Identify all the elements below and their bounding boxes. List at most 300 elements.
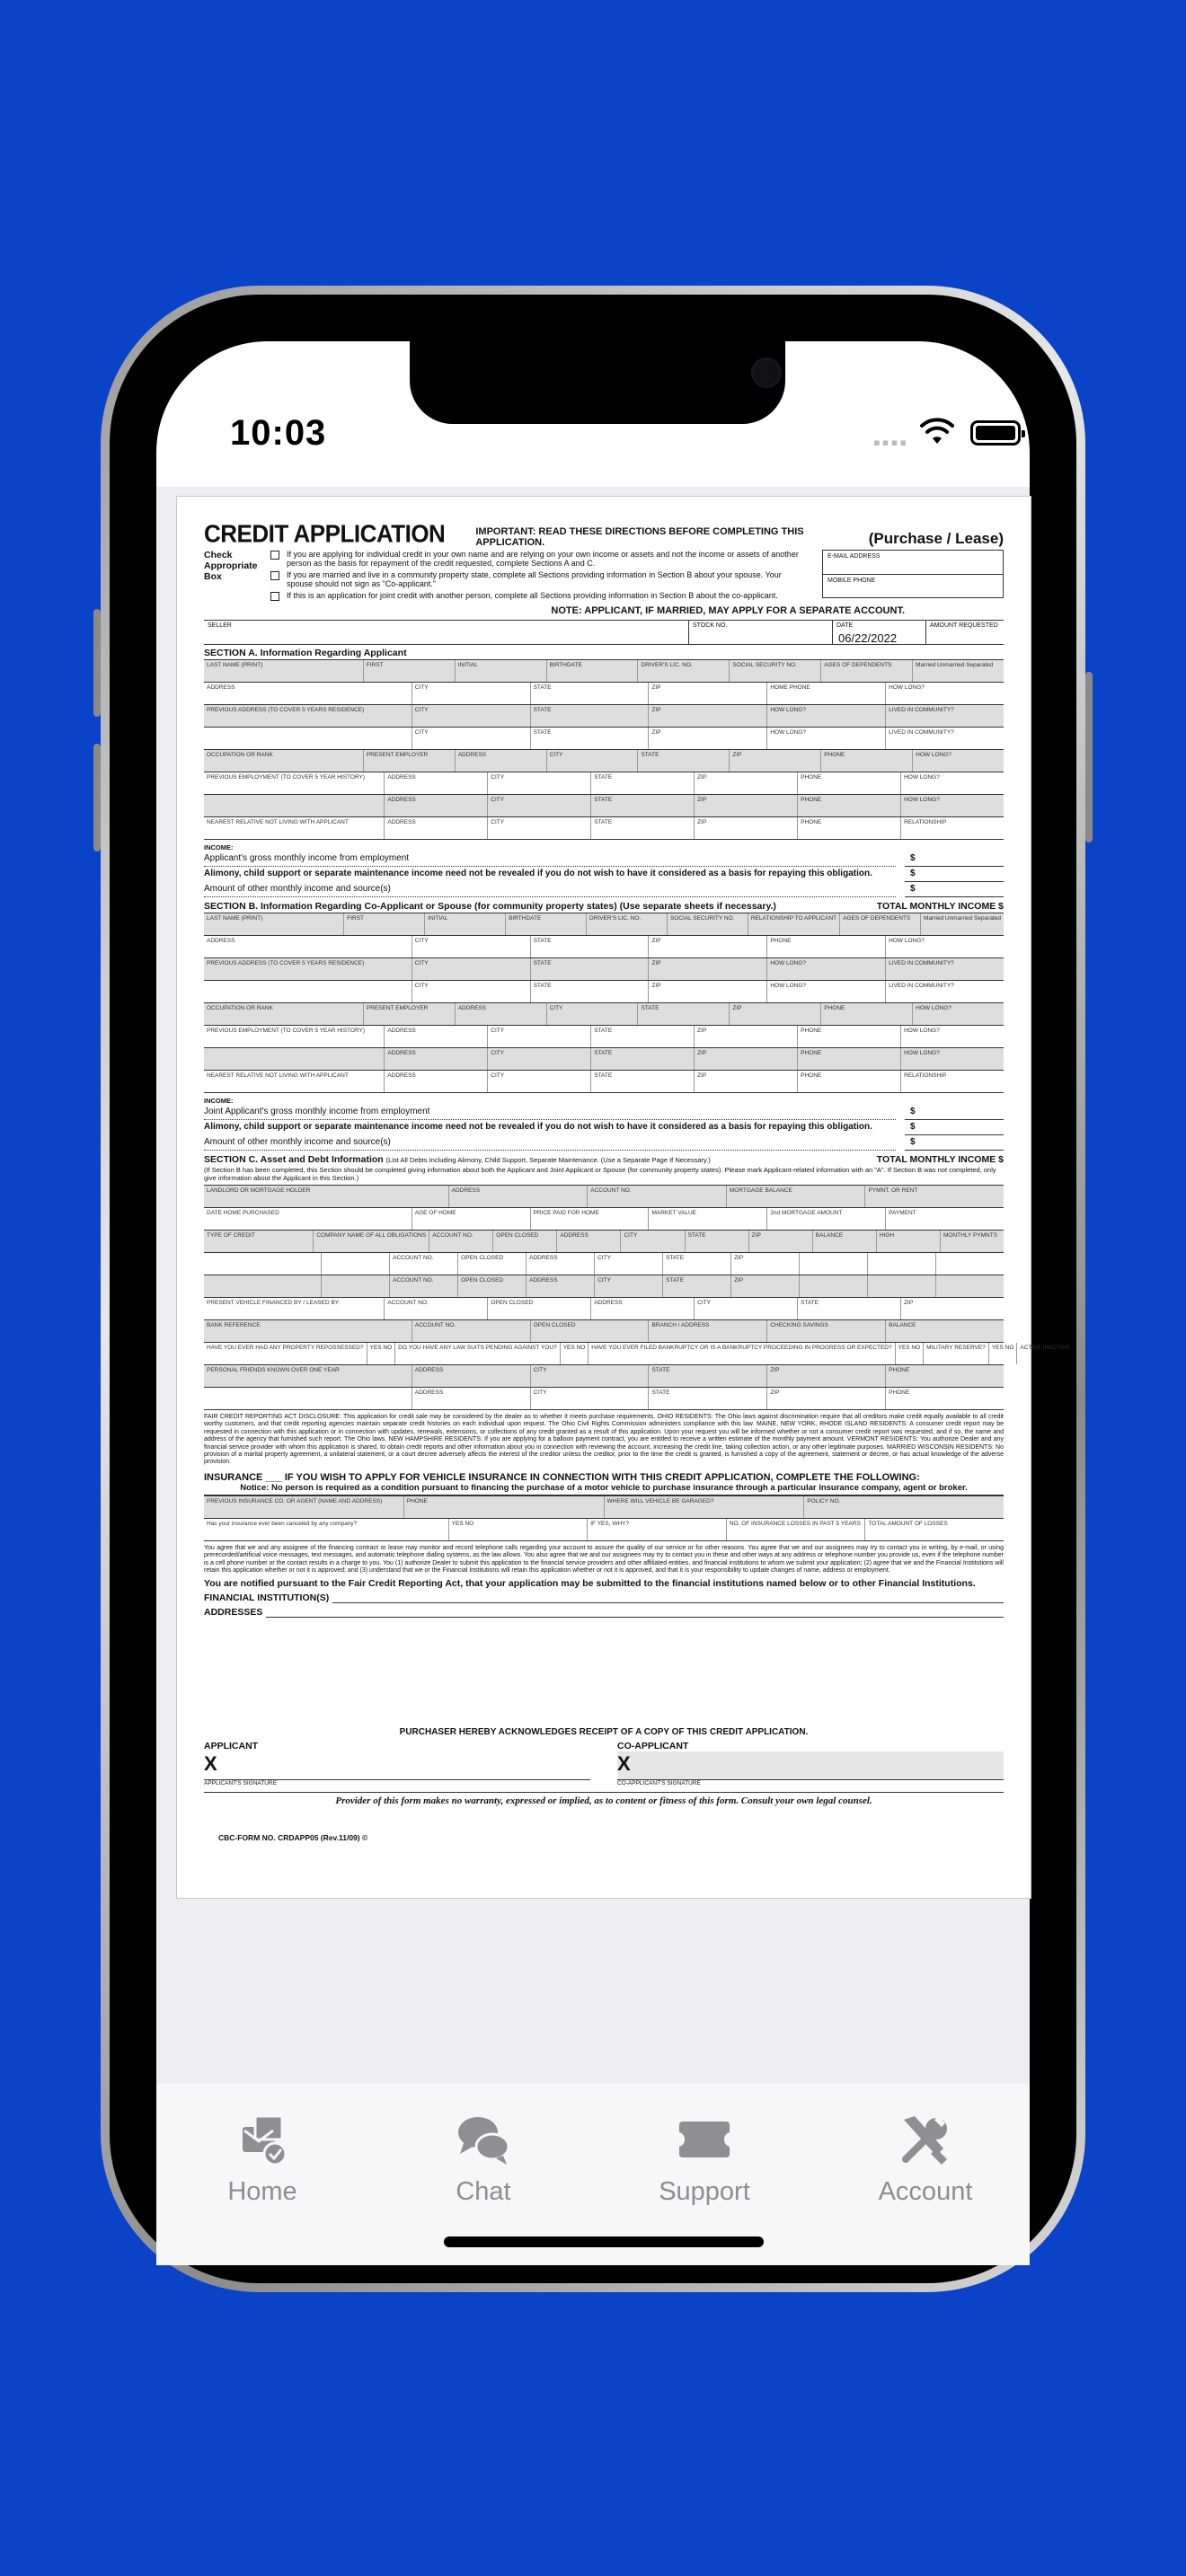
- dollar-sign: $: [998, 1154, 1004, 1165]
- amount-requested-field[interactable]: AMOUNT REQUESTED: [930, 622, 998, 629]
- form-field[interactable]: HOME PHONE: [767, 683, 886, 704]
- form-field[interactable]: CITY: [412, 958, 531, 980]
- form-row: [204, 1275, 1004, 1298]
- form-field[interactable]: PHONE: [821, 1003, 913, 1025]
- phone-frame: [101, 286, 1085, 2292]
- form-row: [204, 1231, 1004, 1253]
- form-field[interactable]: DO YOU HAVE ANY LAW SUITS PENDING AGAINST YOU?: [395, 1343, 561, 1364]
- tab-account[interactable]: [845, 2111, 1006, 2207]
- form-number: CBC-FORM NO. CRDAPP05 (Rev.11/09) ©: [218, 1833, 368, 1843]
- form-field[interactable]: CITY: [488, 795, 591, 816]
- form-field[interactable]: HOW LONG?: [767, 705, 886, 727]
- form-field[interactable]: STATE: [638, 1003, 730, 1025]
- form-field[interactable]: MILITARY RESERVE?: [924, 1343, 989, 1364]
- form-field[interactable]: CITY: [488, 1026, 591, 1047]
- form-field[interactable]: STATE: [531, 683, 650, 704]
- form-field[interactable]: OPEN CLOSED: [458, 1253, 527, 1275]
- form-field[interactable]: BALANCE: [889, 1322, 916, 1328]
- form-field[interactable]: AGES OF DEPENDENTS: [821, 660, 913, 682]
- support-icon: [676, 2111, 733, 2168]
- form-field[interactable]: [868, 1253, 936, 1275]
- form-row: [204, 1519, 1004, 1541]
- form-field[interactable]: PAYMENT: [889, 1210, 916, 1216]
- form-field[interactable]: ZIP: [749, 1231, 813, 1252]
- form-field[interactable]: NO. OF INSURANCE LOSSES IN PAST 5 YEARS: [727, 1519, 866, 1540]
- income-line: [204, 882, 1004, 897]
- co-applicant-heading: CO-APPLICANT: [617, 1741, 689, 1752]
- tab-support-label: Support: [659, 2177, 750, 2206]
- form-field[interactable]: HOW LONG?: [889, 938, 925, 944]
- form-field[interactable]: WHERE WILL VEHICLE BE GARAGED?: [605, 1496, 805, 1518]
- form-field[interactable]: [868, 1275, 936, 1297]
- form-field[interactable]: ZIP: [730, 750, 821, 772]
- form-row: [204, 1388, 1004, 1410]
- form-field[interactable]: [800, 1253, 868, 1275]
- form-field[interactable]: INITIAL: [425, 913, 506, 935]
- form-field[interactable]: STATE: [686, 1231, 749, 1252]
- form-field[interactable]: ZIP: [649, 981, 767, 1002]
- form-field[interactable]: ACCOUNT NO.: [390, 1275, 458, 1297]
- form-field[interactable]: ACCOUNT NO.: [390, 1253, 458, 1275]
- home-indicator: [444, 2236, 764, 2247]
- form-field[interactable]: ADDRESS: [385, 772, 488, 794]
- income-amount-field[interactable]: $: [905, 882, 1004, 897]
- form-row: [204, 1186, 1004, 1208]
- income-line: [204, 1105, 1004, 1120]
- form-row: [204, 913, 1004, 936]
- form-field[interactable]: HOW LONG?: [767, 728, 886, 749]
- form-field[interactable]: CITY: [412, 936, 531, 957]
- form-field[interactable]: [204, 1048, 385, 1070]
- form-field[interactable]: [936, 1253, 1004, 1275]
- form-field[interactable]: Married Unmarried Separated: [924, 915, 1002, 922]
- form-field[interactable]: OCCUPATION OR RANK: [204, 750, 364, 772]
- form-field[interactable]: PHONE: [889, 1367, 910, 1373]
- form-field[interactable]: [204, 981, 412, 1002]
- form-field[interactable]: ZIP: [695, 772, 798, 794]
- form-field[interactable]: HOW LONG?: [889, 684, 925, 691]
- mobile-phone-field[interactable]: MOBILE PHONE: [828, 578, 876, 584]
- section-c-grid: [204, 1185, 1070, 1410]
- form-field[interactable]: CITY: [621, 1231, 685, 1252]
- form-field[interactable]: CHECKING SAVINGS: [767, 1320, 886, 1342]
- income-amount-field[interactable]: $: [905, 1135, 1004, 1151]
- form-field[interactable]: ADDRESS: [591, 1298, 695, 1319]
- form-field[interactable]: LIVED IN COMMUNITY?: [889, 983, 954, 989]
- form-field[interactable]: PRICE PAID FOR HOME: [531, 1208, 650, 1230]
- section-a-heading: SECTION A. Information Regarding Applicant: [204, 648, 407, 658]
- form-field[interactable]: STATE: [531, 958, 650, 980]
- income-amount-field[interactable]: $: [905, 1105, 1004, 1120]
- form-field[interactable]: PREVIOUS ADDRESS (TO COVER 5 YEARS RESIDENCE): [204, 705, 412, 727]
- form-field[interactable]: HOW LONG?: [916, 1005, 951, 1011]
- power-button: [1085, 672, 1093, 842]
- form-field[interactable]: LIVED IN COMMUNITY?: [889, 729, 954, 736]
- tab-home-label: Home: [227, 2177, 297, 2206]
- form-field[interactable]: NEAREST RELATIVE NOT LIVING WITH APPLICANT: [204, 1071, 385, 1092]
- form-field[interactable]: MARKET VALUE: [649, 1208, 767, 1230]
- form-field[interactable]: [322, 1275, 390, 1297]
- form-field[interactable]: ZIP: [695, 795, 798, 816]
- home-icon: [234, 2111, 291, 2168]
- form-field[interactable]: NEAREST RELATIVE NOT LIVING WITH APPLICANT: [204, 817, 385, 839]
- form-field[interactable]: ZIP: [695, 1071, 798, 1092]
- form-field[interactable]: ZIP: [731, 1253, 800, 1275]
- section-c-title: [204, 1154, 1004, 1165]
- form-field[interactable]: ADDRESS: [385, 1048, 488, 1070]
- form-field[interactable]: PHONE: [798, 817, 901, 839]
- form-field[interactable]: ZIP: [904, 1300, 914, 1306]
- form-field[interactable]: ZIP: [731, 1275, 800, 1297]
- form-field[interactable]: ZIP: [695, 1026, 798, 1047]
- form-field[interactable]: CITY: [488, 817, 591, 839]
- form-field[interactable]: HIGH: [877, 1231, 941, 1252]
- form-field[interactable]: [936, 1275, 1004, 1297]
- form-row: [204, 1320, 1004, 1343]
- form-field[interactable]: HAVE YOU EVER HAD ANY PROPERTY REPOSSESSED?: [204, 1343, 367, 1364]
- form-field[interactable]: MORTGAGE BALANCE: [727, 1186, 866, 1207]
- form-field[interactable]: STATE: [649, 1388, 767, 1409]
- form-field[interactable]: HOW LONG?: [904, 774, 940, 781]
- form-field[interactable]: PHONE: [798, 1026, 901, 1047]
- account-icon: [897, 2111, 954, 2168]
- co-applicant-signature-line[interactable]: X: [617, 1751, 1004, 1780]
- form-field[interactable]: YES NO: [561, 1343, 589, 1364]
- checkbox[interactable]: [270, 551, 279, 560]
- check-items: [270, 550, 810, 604]
- section-c-total: [877, 1154, 1004, 1165]
- form-field[interactable]: PHONE: [798, 772, 901, 794]
- check-label: Check Appropriate Box: [204, 550, 258, 582]
- form-field[interactable]: CITY: [595, 1275, 663, 1297]
- form-field[interactable]: CITY: [488, 1048, 591, 1070]
- screen: [156, 341, 1070, 2236]
- form-field[interactable]: PERSONAL FRIENDS KNOWN OVER ONE YEAR: [204, 1365, 412, 1387]
- form-field[interactable]: BIRTHDATE: [506, 913, 587, 935]
- tab-account-label: Account: [878, 2177, 973, 2206]
- form-field[interactable]: OPEN CLOSED: [531, 1320, 650, 1342]
- form-field[interactable]: CITY: [531, 1365, 650, 1387]
- form-field[interactable]: DRIVER'S LIC. NO.: [638, 660, 730, 682]
- form-field[interactable]: YES NO: [896, 1343, 925, 1364]
- form-field[interactable]: [204, 1253, 322, 1275]
- battery-icon: [970, 420, 1021, 446]
- checkbox[interactable]: [270, 571, 279, 580]
- dollar-sign: $: [998, 901, 1004, 912]
- form-field[interactable]: RELATIONSHIP: [904, 1072, 947, 1079]
- form-field[interactable]: ADDRESS: [385, 795, 488, 816]
- form-row: [204, 1208, 1004, 1231]
- form-field[interactable]: CITY: [595, 1253, 663, 1275]
- form-field[interactable]: Married Unmarried Separated: [916, 662, 994, 668]
- form-field[interactable]: SOCIAL SECURITY NO.: [730, 660, 821, 682]
- form-field[interactable]: PRESENT EMPLOYER: [364, 750, 456, 772]
- insurance-notice: Notice: No person is required as a condition pursuant to financing the purchase of a motor vehicle to purchase insurance through a particular insurance company, agent or broker.: [204, 1483, 1004, 1495]
- document-header: [204, 520, 1004, 548]
- section-b-grid: [204, 913, 1004, 1093]
- form-row: [204, 705, 1004, 728]
- receipt-acknowledgement: PURCHASER HEREBY ACKNOWLEDGES RECEIPT OF A COPY OF THIS CREDIT APPLICATION.: [399, 1727, 809, 1738]
- income-line: [204, 851, 1004, 867]
- form-field[interactable]: [204, 1275, 322, 1297]
- dynamic-notch: [410, 341, 785, 424]
- form-field[interactable]: ZIP: [649, 683, 767, 704]
- form-field[interactable]: RELATIONSHIP TO APPLICANT: [748, 913, 840, 935]
- form-field[interactable]: ADDRESS: [527, 1253, 595, 1275]
- form-field[interactable]: PHONE: [798, 1048, 901, 1070]
- form-field[interactable]: PHONE: [889, 1389, 910, 1396]
- form-field[interactable]: LAST NAME (PRINT): [204, 660, 364, 682]
- form-field[interactable]: STATE: [591, 1026, 695, 1047]
- form-field[interactable]: HOW LONG?: [904, 1050, 940, 1056]
- date-value: 06/22/2022: [838, 631, 898, 645]
- form-field[interactable]: ADDRESS: [385, 1026, 488, 1047]
- form-field[interactable]: ADDRESS: [456, 1003, 547, 1025]
- email-field[interactable]: E-MAIL ADDRESS: [823, 551, 1003, 575]
- form-field[interactable]: STATE: [649, 1365, 767, 1387]
- form-field[interactable]: PHONE: [798, 795, 901, 816]
- form-field[interactable]: ZIP: [767, 1388, 886, 1409]
- form-field[interactable]: ZIP: [649, 958, 767, 980]
- form-field[interactable]: LIVED IN COMMUNITY?: [889, 707, 954, 713]
- section-c-subtitle: (List All Debts Including Alimony, Child Support, Separate Maintenance. (Use a Separate Page If Necessary.): [385, 1156, 711, 1164]
- seller-field[interactable]: SELLER: [204, 621, 689, 644]
- form-field[interactable]: IF YES, WHY?: [588, 1519, 727, 1540]
- agreement-text: You agree that we and any assignee of the financing contract or lease may monitor and record telephone calls regarding your account to assure the quality of our service or for other reasons. You agree that we and our assignees may try to contact you in writing, by e-mail, or using prerecorded/artificial voice messages, text messages, and automatic telephone dialing systems, as the law allows. You also agree that we and our assignees may try to contact you in these and other ways at any address or telephone number you provide us, even if the telephone number is a cell phone number or the contact results in a charge to you. You (1) authorize Dealer to submit this application to the financial service providers and other affiliated entities, and financial institutions to whom we submit your application; (2) agree that we and the Financial Institutions will retain this application whether or not it is approved; and (3) understand that we or the Financial Institutions will retain this application whether or not it is approved, and that it is your responsibility to update changes of name, address or employment.: [204, 1544, 1004, 1575]
- form-field[interactable]: CITY: [547, 750, 639, 772]
- form-field[interactable]: ADDRESS: [412, 1388, 531, 1409]
- form-field[interactable]: STATE: [591, 795, 695, 816]
- form-field[interactable]: YES NO: [367, 1343, 396, 1364]
- form-field[interactable]: STATE: [531, 981, 650, 1002]
- form-field[interactable]: PHONE: [798, 1071, 901, 1092]
- form-field[interactable]: SOCIAL SECURITY NO.: [668, 913, 748, 935]
- form-field[interactable]: STATE: [591, 1071, 695, 1092]
- form-field[interactable]: ACCOUNT NO.: [412, 1320, 531, 1342]
- form-field[interactable]: CITY: [412, 683, 531, 704]
- section-a-title: [204, 648, 1004, 658]
- income-amount-field[interactable]: $: [905, 1120, 1004, 1135]
- income-line-text: Amount of other monthly income and source(s): [204, 1135, 896, 1151]
- form-field[interactable]: PHONE: [767, 936, 886, 957]
- form-field[interactable]: PREVIOUS EMPLOYMENT (TO COVER 5 YEAR HISTORY): [204, 1026, 385, 1047]
- income-line-text: Joint Applicant's gross monthly income from employment: [204, 1105, 896, 1120]
- form-field[interactable]: YES NO: [989, 1343, 1018, 1364]
- wifi-icon: [918, 419, 956, 446]
- check-option[interactable]: [270, 591, 810, 601]
- form-field[interactable]: POLICY NO.: [807, 1497, 841, 1504]
- form-field[interactable]: LANDLORD OR MORTGAGE HOLDER: [204, 1186, 449, 1207]
- form-field[interactable]: PHONE: [404, 1496, 605, 1518]
- form-field[interactable]: HAVE YOU EVER FILED BANKRUPTCY OR IS A BANKRUPTCY PROCEEDING IN PROGRESS OR EXPECTED?: [589, 1343, 895, 1364]
- form-field[interactable]: [204, 728, 412, 749]
- income-amount-field[interactable]: $: [905, 867, 1004, 882]
- form-field[interactable]: ADDRESS: [449, 1186, 589, 1207]
- form-field[interactable]: STATE: [531, 936, 650, 957]
- married-note: NOTE: APPLICANT, IF MARRIED, MAY APPLY FOR A SEPARATE ACCOUNT.: [551, 605, 905, 616]
- form-field[interactable]: HOW LONG?: [767, 981, 886, 1002]
- form-field[interactable]: STATE: [663, 1253, 731, 1275]
- form-field[interactable]: STATE: [591, 1048, 695, 1070]
- contact-box: [822, 550, 1004, 598]
- form-field[interactable]: STATE: [531, 705, 650, 727]
- tab-chat[interactable]: [403, 2111, 564, 2207]
- form-field[interactable]: RELATIONSHIP: [904, 819, 947, 825]
- form-field[interactable]: BALANCE: [813, 1231, 877, 1252]
- form-field[interactable]: LIVED IN COMMUNITY?: [889, 960, 954, 966]
- form-field[interactable]: PRESENT VEHICLE FINANCED BY / LEASED BY:: [204, 1298, 385, 1319]
- form-field[interactable]: STATE: [663, 1275, 731, 1297]
- form-row: [204, 1048, 1004, 1071]
- form-row: [204, 683, 1004, 705]
- form-field[interactable]: Has your insurance ever been canceled by any company?: [204, 1519, 449, 1540]
- form-field[interactable]: ADDRESS: [412, 1365, 531, 1387]
- form-field[interactable]: ZIP: [695, 1048, 798, 1070]
- form-field[interactable]: ADDRESS: [385, 817, 488, 839]
- form-field[interactable]: ZIP: [695, 817, 798, 839]
- form-field[interactable]: ADDRESS: [557, 1231, 621, 1252]
- insurance-title: INSURANCE ___ IF YOU WISH TO APPLY FOR VEHICLE INSURANCE IN CONNECTION WITH THIS CREDIT APPLICATION, COMPLETE THE FOLLOWING:: [204, 1471, 920, 1483]
- form-field[interactable]: HOW LONG?: [916, 752, 951, 758]
- form-field[interactable]: PREVIOUS INSURANCE CO. OR AGENT (NAME AND ADDRESS): [204, 1496, 404, 1518]
- form-field[interactable]: ADDRESS: [456, 750, 547, 772]
- section-c-heading: SECTION C. Asset and Debt Information: [204, 1154, 384, 1165]
- document-viewer[interactable]: [156, 487, 1070, 2084]
- form-field[interactable]: BRANCH / ADDRESS: [649, 1320, 767, 1342]
- form-field[interactable]: AGES OF DEPENDENTS: [840, 913, 921, 935]
- tab-home[interactable]: [181, 2111, 343, 2207]
- form-field[interactable]: BANK REFERENCE: [204, 1320, 412, 1342]
- form-field[interactable]: ACTIVE INACTIVE: [1020, 1345, 1070, 1351]
- form-field[interactable]: LAST NAME (PRINT): [204, 913, 344, 935]
- form-row: [204, 1026, 1004, 1048]
- form-field[interactable]: BIRTHDATE: [547, 660, 639, 682]
- form-field[interactable]: AGE OF HOME: [412, 1208, 531, 1230]
- tab-chat-label: Chat: [456, 2177, 511, 2206]
- form-field[interactable]: CITY: [488, 772, 591, 794]
- applicant-heading: APPLICANT: [204, 1741, 259, 1752]
- form-field[interactable]: ADDRESS: [204, 936, 412, 957]
- form-field[interactable]: TOTAL AMOUNT OF LOSSES: [868, 1520, 948, 1527]
- form-field[interactable]: CITY: [412, 705, 531, 727]
- form-field[interactable]: YES NO: [449, 1519, 589, 1540]
- co-applicant-signature[interactable]: [617, 1741, 1004, 1786]
- checkbox[interactable]: [270, 592, 279, 601]
- chat-icon: [455, 2111, 512, 2168]
- income-label: INCOME:: [204, 843, 234, 851]
- form-field[interactable]: STATE: [798, 1298, 901, 1319]
- form-field[interactable]: ADDRESS: [385, 1071, 488, 1092]
- form-field[interactable]: ACCOUNT NO.: [588, 1186, 727, 1207]
- applicant-signature-line[interactable]: X: [204, 1751, 590, 1780]
- form-field[interactable]: CITY: [488, 1071, 591, 1092]
- form-field[interactable]: OCCUPATION OR RANK: [204, 1003, 364, 1025]
- form-field[interactable]: ACCOUNT NO.: [429, 1231, 493, 1252]
- form-field[interactable]: OPEN CLOSED: [493, 1231, 557, 1252]
- form-field[interactable]: PREVIOUS ADDRESS (TO COVER 5 YEARS RESIDENCE): [204, 958, 412, 980]
- form-row: [204, 936, 1004, 958]
- form-field[interactable]: HOW LONG?: [904, 1028, 940, 1034]
- provider-disclaimer: Provider of this form makes no warranty, expressed or implied, as to content or fitness of this form. Consult your own legal counsel.: [204, 1792, 1004, 1806]
- income-label: INCOME:: [204, 1097, 234, 1105]
- section-b-heading: SECTION B. Information Regarding Co-Applicant or Spouse (for community property states) (Use separate sheets if necessary.): [204, 901, 776, 912]
- fcra-notified: You are notified pursuant to the Fair Credit Reporting Act, that your application may be submitted to the financial institutions named below or to other Financial Institutions.: [204, 1578, 976, 1590]
- cellular-signal-icon: ▪▪▪▪: [873, 431, 909, 454]
- stock-no-field[interactable]: STOCK NO.: [689, 621, 833, 644]
- tab-support[interactable]: [624, 2111, 785, 2207]
- total-monthly-income-label: TOTAL MONTHLY INCOME: [876, 901, 996, 912]
- form-field[interactable]: 2nd MORTGAGE AMOUNT: [767, 1208, 886, 1230]
- form-field[interactable]: ZIP: [730, 1003, 821, 1025]
- income-line-text: Applicant's gross monthly income from employment: [204, 851, 896, 867]
- form-field[interactable]: CITY: [412, 981, 531, 1002]
- form-field[interactable]: COMPANY NAME OF ALL OBLIGATIONS: [314, 1231, 429, 1252]
- form-field[interactable]: ZIP: [649, 705, 767, 727]
- form-field[interactable]: [800, 1275, 868, 1297]
- form-field[interactable]: PYMNT. OR RENT: [868, 1187, 918, 1194]
- form-field[interactable]: ZIP: [767, 1365, 886, 1387]
- form-field[interactable]: PHONE: [821, 750, 913, 772]
- check-option[interactable]: [270, 550, 810, 568]
- financial-institutions-label: FINANCIAL INSTITUTION(S): [204, 1592, 330, 1604]
- form-field[interactable]: [322, 1253, 390, 1275]
- form-field[interactable]: FIRST: [364, 660, 456, 682]
- form-field[interactable]: ADDRESS: [527, 1275, 595, 1297]
- form-field[interactable]: STATE: [638, 750, 730, 772]
- check-option[interactable]: [270, 570, 810, 588]
- form-field[interactable]: MONTHLY PYMNTS: [943, 1232, 998, 1239]
- form-field[interactable]: OPEN CLOSED: [488, 1298, 591, 1319]
- form-field[interactable]: CITY: [412, 728, 531, 749]
- document-title: CREDIT APPLICATION: [204, 518, 446, 549]
- income-amount-field[interactable]: $: [905, 851, 1004, 867]
- form-field[interactable]: PREVIOUS EMPLOYMENT (TO COVER 5 YEAR HISTORY): [204, 772, 385, 794]
- form-field[interactable]: HOW LONG?: [767, 958, 886, 980]
- form-field[interactable]: DRIVER'S LIC. NO.: [587, 913, 668, 935]
- form-field[interactable]: STATE: [591, 817, 695, 839]
- status-time: 10:03: [230, 413, 327, 453]
- form-row: [204, 958, 1004, 981]
- form-field[interactable]: STATE: [591, 772, 695, 794]
- form-field[interactable]: [204, 1388, 412, 1409]
- insurance-grid: [204, 1495, 1004, 1541]
- form-field[interactable]: CITY: [531, 1388, 650, 1409]
- volume-button: [93, 744, 101, 851]
- form-field[interactable]: CITY: [547, 1003, 639, 1025]
- date-field[interactable]: [833, 621, 926, 644]
- form-field[interactable]: ZIP: [649, 728, 767, 749]
- form-field[interactable]: PRESENT EMPLOYER: [364, 1003, 456, 1025]
- form-row: [204, 1003, 1004, 1026]
- form-field[interactable]: INITIAL: [456, 660, 547, 682]
- form-field[interactable]: ZIP: [649, 936, 767, 957]
- form-row: [204, 817, 1004, 840]
- credit-application-page[interactable]: [176, 496, 1070, 1899]
- form-field[interactable]: FIRST: [344, 913, 425, 935]
- form-field[interactable]: HOW LONG?: [904, 797, 940, 803]
- important-notice: IMPORTANT: READ THESE DIRECTIONS BEFORE COMPLETING THIS APPLICATION.: [475, 526, 804, 548]
- form-field[interactable]: [204, 795, 385, 816]
- form-field[interactable]: TYPE OF CREDIT: [204, 1231, 314, 1252]
- form-field[interactable]: STATE: [531, 728, 650, 749]
- form-field[interactable]: CITY: [695, 1298, 798, 1319]
- form-field[interactable]: OPEN CLOSED: [458, 1275, 527, 1297]
- form-field[interactable]: ADDRESS: [204, 683, 412, 704]
- form-field[interactable]: ACCOUNT NO.: [385, 1298, 488, 1319]
- form-field[interactable]: DATE HOME PURCHASED: [204, 1208, 412, 1230]
- form-row: [204, 772, 1004, 795]
- applicant-signature[interactable]: [204, 1741, 590, 1786]
